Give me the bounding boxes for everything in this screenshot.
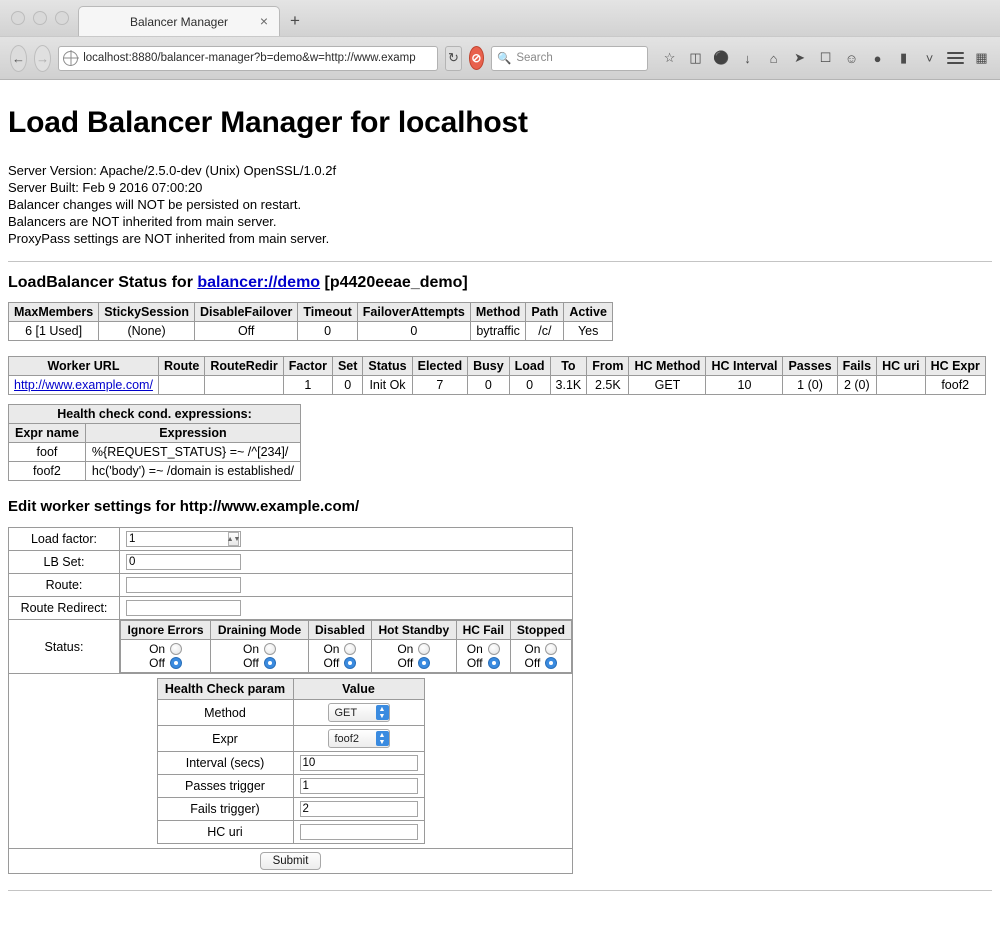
cell-active: Yes (564, 322, 613, 341)
table-row (9, 462, 301, 481)
cell-disablefailover: Off (194, 322, 297, 341)
form-row-load-factor (9, 528, 573, 551)
route-input[interactable] (126, 577, 241, 593)
col-hc-interval: HC Interval (706, 357, 783, 376)
col-routeredir: RouteRedir (205, 357, 283, 376)
form-row-route (9, 574, 573, 597)
hc-param-name-hc-uri: HC uri (157, 821, 293, 844)
lb-status-table (8, 302, 613, 341)
hc-expr-select[interactable] (328, 729, 390, 748)
col-hc-param: Health Check param (157, 679, 293, 700)
download-icon[interactable]: ↓ (744, 50, 751, 66)
radio-group-ignore-errors-off[interactable] (126, 656, 205, 670)
table-row (157, 775, 424, 798)
hc-fails-input[interactable] (300, 801, 418, 817)
radio-label-on: On (466, 642, 483, 656)
hc-passes-input[interactable] (300, 778, 418, 794)
col-passes: Passes (783, 357, 837, 376)
table-row (157, 700, 424, 726)
status-cell-hc-fail (456, 640, 510, 673)
table-row (157, 821, 424, 844)
tab-title: Balancer Manager (129, 14, 229, 29)
divider-bottom (8, 890, 992, 891)
star-icon[interactable]: ☆ (663, 50, 676, 65)
radio-group-stopped-off[interactable] (516, 656, 566, 670)
col-path: Path (526, 303, 564, 322)
cell-stickysession: (None) (99, 322, 195, 341)
cell-method: bytraffic (470, 322, 525, 341)
cell-routeredir (205, 376, 283, 395)
table-header-row (157, 679, 424, 700)
cell-hc-method: GET (629, 376, 706, 395)
status-cell-draining-mode (211, 640, 309, 673)
form-row-hc-params (9, 674, 573, 849)
col-stopped: Stopped (510, 621, 571, 640)
col-busy: Busy (468, 357, 510, 376)
server-meta (8, 162, 992, 247)
col-elected: Elected (412, 357, 467, 376)
table-row (9, 443, 301, 462)
cell-expr-name: foof2 (9, 462, 86, 481)
radio-label-off: Off (243, 656, 259, 670)
col-hot-standby: Hot Standby (372, 621, 457, 640)
radio-hc-fail-off[interactable] (488, 657, 500, 669)
minimize-window-button[interactable] (33, 11, 47, 25)
hc-interval-input[interactable] (300, 755, 418, 771)
radio-group-draining-mode-on[interactable] (216, 642, 303, 656)
reader-icon[interactable]: ◫ (689, 50, 702, 65)
edit-worker-form (8, 527, 573, 874)
radio-label-on: On (524, 642, 541, 656)
server-version: Server Version: Apache/2.5.0-dev (Unix) OpenSSL/1.0.2f (8, 163, 337, 178)
radio-label-off: Off (397, 656, 414, 670)
radio-label-off: Off (149, 656, 165, 670)
col-hc-fail: HC Fail (456, 621, 510, 640)
cell-factor: 1 (283, 376, 332, 395)
cell-hc-expr: foof2 (925, 376, 985, 395)
col-from: From (587, 357, 629, 376)
hc-expr-caption: Health check cond. expressions: (9, 405, 301, 424)
cell-fails: 2 (0) (837, 376, 877, 395)
radio-hot-standby-on[interactable] (418, 643, 430, 655)
hc-expr-select-value: foof2 (334, 732, 359, 745)
radio-draining-mode-off[interactable] (264, 657, 276, 669)
radio-label-on: On (149, 642, 166, 656)
radio-ignore-errors-on[interactable] (170, 643, 182, 655)
table-caption-row (9, 405, 301, 424)
col-worker-url: Worker URL (9, 357, 159, 376)
apps-icon[interactable]: ▦ (975, 50, 988, 65)
radio-ignore-errors-off[interactable] (170, 657, 182, 669)
radio-label-off: Off (524, 656, 541, 670)
radio-label-on: On (242, 642, 259, 656)
url-text: localhost:8880/balancer-manager?b=demo&w=http://www.examp (83, 52, 416, 64)
radio-disabled-off[interactable] (344, 657, 356, 669)
worker-url-link[interactable]: http://www.example.com/ (14, 378, 153, 392)
hc-param-name-interval: Interval (secs) (157, 752, 293, 775)
table-header-row (9, 303, 613, 322)
cell-busy: 0 (468, 376, 510, 395)
submit-button[interactable]: Submit (260, 852, 322, 870)
plus-icon[interactable]: + (290, 11, 300, 30)
cell-path: /c/ (526, 322, 564, 341)
form-row-route-redirect (9, 597, 573, 620)
radio-hc-fail-on[interactable] (488, 643, 500, 655)
status-toggle-table (120, 620, 572, 673)
toolbar-icons (661, 49, 990, 68)
radio-group-ignore-errors-on[interactable] (126, 642, 205, 656)
window-controls[interactable] (11, 11, 69, 25)
close-icon[interactable]: × (259, 12, 269, 29)
col-status: Status (363, 357, 412, 376)
radio-label-off: Off (323, 656, 340, 670)
radio-stopped-off[interactable] (545, 657, 557, 669)
health-check-param-table (157, 678, 425, 844)
radio-label-on: On (397, 642, 414, 656)
col-load: Load (509, 357, 550, 376)
table-row (157, 752, 424, 775)
cell-from: 2.5K (587, 376, 629, 395)
radio-group-disabled-on[interactable] (314, 642, 366, 656)
divider (8, 261, 992, 262)
table-row (157, 726, 424, 752)
cell-expression: %{REQUEST_STATUS} =~ /^[234]/ (85, 443, 300, 462)
table-header-row (9, 424, 301, 443)
cell-passes: 1 (0) (783, 376, 837, 395)
label-route-redirect: Route Redirect: (9, 597, 120, 620)
back-arrow-icon[interactable]: ← (10, 45, 27, 72)
col-expr-name: Expr name (9, 424, 86, 443)
tab-balancer-manager[interactable] (78, 6, 280, 36)
status-cell-ignore-errors (121, 640, 211, 673)
smiley-icon[interactable]: ☺ (844, 50, 859, 66)
radio-group-draining-mode-off[interactable] (216, 656, 303, 670)
cell-elected: 7 (412, 376, 467, 395)
address-bar[interactable] (58, 46, 438, 71)
label-load-factor: Load factor: (9, 528, 120, 551)
col-maxmembers: MaxMembers (9, 303, 99, 322)
proxypass-note: ProxyPass settings are NOT inherited from main server. (8, 231, 330, 246)
cell-failoverattempts: 0 (357, 322, 470, 341)
status-cell-hot-standby (372, 640, 457, 673)
label-lb-set: LB Set: (9, 551, 120, 574)
col-disabled: Disabled (308, 621, 371, 640)
forward-arrow-icon[interactable]: → (34, 45, 51, 72)
balancer-link[interactable]: balancer://demo (197, 274, 321, 291)
palette-icon[interactable]: ● (873, 50, 882, 66)
search-placeholder: Search (516, 52, 553, 64)
table-header-row (9, 357, 986, 376)
col-stickysession: StickySession (99, 303, 195, 322)
page-content (0, 80, 1000, 891)
radio-stopped-on[interactable] (545, 643, 557, 655)
lb-status-heading-suffix: [p4420eeae_demo] (320, 274, 468, 291)
menu-icon[interactable] (947, 49, 964, 68)
load-factor-stepper[interactable] (126, 531, 241, 547)
tab-strip (78, 0, 310, 36)
cell-hc-uri (877, 376, 926, 395)
battery-icon[interactable]: ▮ (899, 50, 908, 65)
status-cell-stopped (510, 640, 571, 673)
col-set: Set (332, 357, 362, 376)
hc-param-name-fails: Fails trigger) (157, 798, 293, 821)
cell-timeout: 0 (298, 322, 357, 341)
table-row (9, 322, 613, 341)
route-redirect-input[interactable] (126, 600, 241, 616)
hc-param-name-method: Method (157, 700, 293, 726)
col-hc-value: Value (293, 679, 424, 700)
browser-titlebar (0, 0, 1000, 36)
radio-disabled-on[interactable] (344, 643, 356, 655)
chevron-updown-icon: ▲ ▼ (376, 731, 389, 746)
hc-param-name-passes: Passes trigger (157, 775, 293, 798)
chevron-down-icon[interactable]: ˅ (925, 50, 934, 66)
col-hc-uri: HC uri (877, 357, 926, 376)
col-route: Route (158, 357, 204, 376)
radio-hot-standby-off[interactable] (418, 657, 430, 669)
globe-icon (63, 51, 78, 66)
table-row (9, 376, 986, 395)
label-route: Route: (9, 574, 120, 597)
browser-navbar (0, 36, 1000, 79)
label-status: Status: (9, 620, 120, 674)
cell-load: 0 (509, 376, 550, 395)
lb-status-heading (8, 274, 992, 292)
col-disablefailover: DisableFailover (194, 303, 297, 322)
pocket-icon[interactable]: ☐ (819, 50, 832, 65)
blocked-icon[interactable]: ⊘ (469, 46, 484, 70)
form-row-submit (9, 849, 573, 874)
form-row-lb-set (9, 551, 573, 574)
reload-icon[interactable]: ↻ (445, 46, 462, 71)
workers-table (8, 356, 986, 395)
radio-group-stopped-on[interactable] (516, 642, 566, 656)
cell-maxmembers: 6 [1 Used] (9, 322, 99, 341)
cell-expr-name: foof (9, 443, 86, 462)
close-window-button[interactable] (11, 11, 25, 25)
col-expression: Expression (85, 424, 300, 443)
cell-route (158, 376, 204, 395)
shield-icon[interactable]: ⚫ (713, 50, 730, 65)
hc-param-name-expr: Expr (157, 726, 293, 752)
col-to: To (550, 357, 587, 376)
col-active: Active (564, 303, 613, 322)
lb-status-heading-prefix: LoadBalancer Status for (8, 274, 198, 291)
load-factor-input[interactable] (126, 531, 241, 547)
col-draining-mode: Draining Mode (211, 621, 309, 640)
cell-expression: hc('body') =~ /domain is established/ (85, 462, 300, 481)
chevron-updown-icon: ▲ ▼ (376, 705, 389, 720)
col-failoverattempts: FailoverAttempts (357, 303, 470, 322)
radio-group-hot-standby-on[interactable] (377, 642, 451, 656)
col-method: Method (470, 303, 525, 322)
server-built: Server Built: Feb 9 2016 07:00:20 (8, 180, 203, 195)
radio-draining-mode-on[interactable] (264, 643, 276, 655)
hc-method-select-value: GET (334, 706, 358, 719)
search-icon: 🔍 (497, 53, 512, 65)
search-input[interactable] (491, 46, 648, 71)
status-cell-disabled (308, 640, 371, 673)
col-hc-expr: HC Expr (925, 357, 985, 376)
col-factor: Factor (283, 357, 332, 376)
table-header-row (121, 621, 572, 640)
col-timeout: Timeout (298, 303, 357, 322)
radio-label-on: On (323, 642, 340, 656)
home-icon[interactable]: ⌂ (769, 50, 778, 66)
cell-hc-interval: 10 (706, 376, 783, 395)
table-row (157, 798, 424, 821)
form-row-status (9, 620, 573, 674)
hc-uri-input[interactable] (300, 824, 418, 840)
cell-to: 3.1K (550, 376, 587, 395)
page-title: Load Balancer Manager for localhost (8, 106, 528, 139)
col-fails: Fails (837, 357, 877, 376)
persist-note: Balancer changes will NOT be persisted on restart. (8, 197, 302, 212)
table-row (121, 640, 572, 673)
col-hc-method: HC Method (629, 357, 706, 376)
radio-group-hc-fail-on[interactable] (462, 642, 505, 656)
col-ignore-errors: Ignore Errors (121, 621, 211, 640)
hc-method-select[interactable] (328, 703, 390, 722)
lb-set-input[interactable] (126, 554, 241, 570)
health-check-expressions-table (8, 404, 301, 481)
send-icon[interactable]: ➤ (794, 50, 805, 65)
radio-label-off: Off (466, 656, 483, 670)
zoom-window-button[interactable] (55, 11, 69, 25)
radio-group-disabled-off[interactable] (314, 656, 366, 670)
radio-group-hc-fail-off[interactable] (462, 656, 505, 670)
inherit-note: Balancers are NOT inherited from main server. (8, 214, 277, 229)
edit-worker-heading: Edit worker settings for http://www.example.com/ (8, 498, 360, 515)
stepper-arrows-icon[interactable]: ▲▼ (228, 532, 239, 546)
cell-status: Init Ok (363, 376, 412, 395)
radio-group-hot-standby-off[interactable] (377, 656, 451, 670)
cell-set: 0 (332, 376, 362, 395)
browser-chrome (0, 0, 1000, 80)
